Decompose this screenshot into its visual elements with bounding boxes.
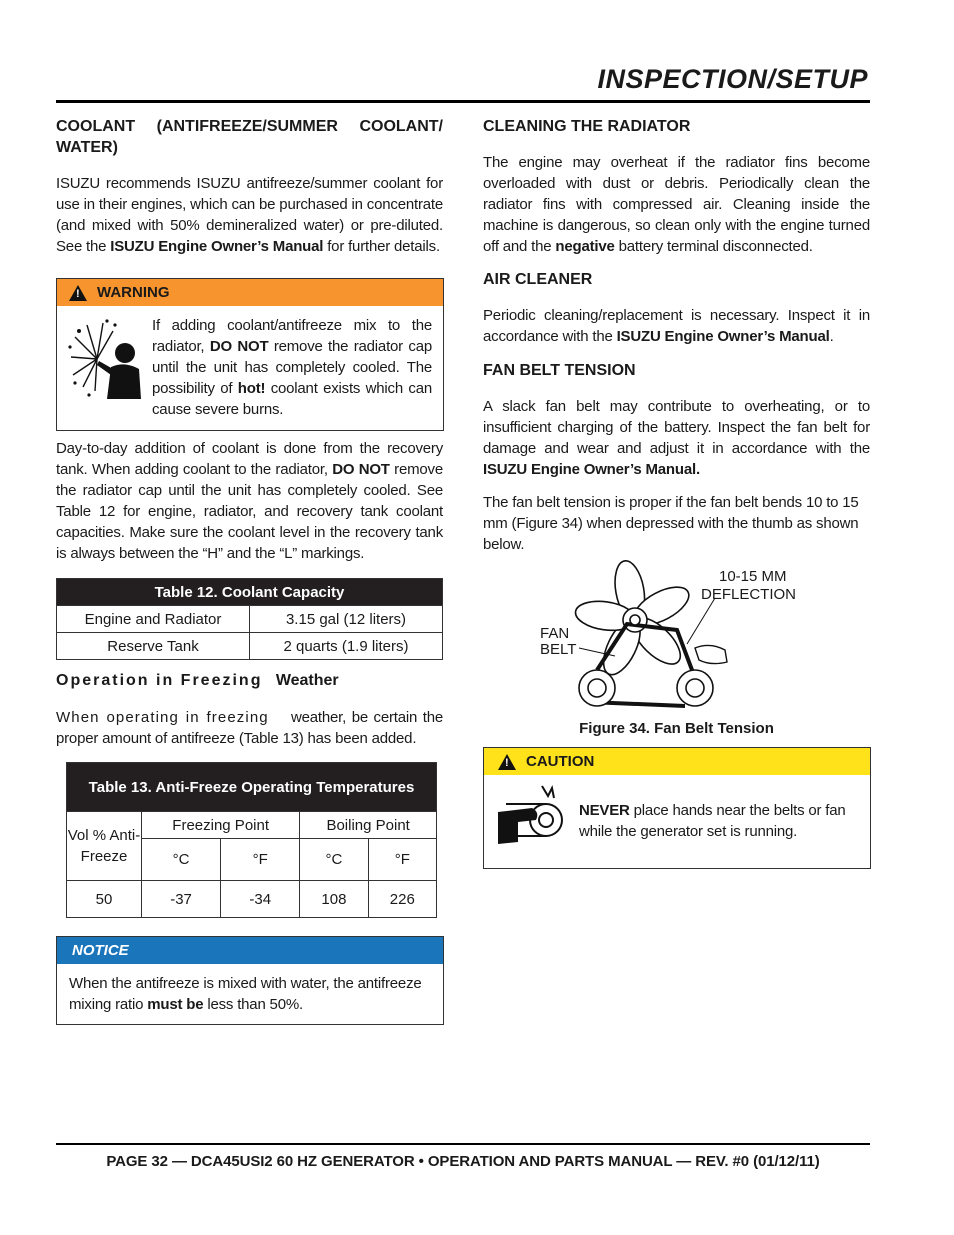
caution-header (484, 748, 870, 775)
deflection-label (719, 568, 787, 586)
text: place hands near the belts or fan while the generator set is running. (579, 802, 846, 840)
table-header-cell: °C (142, 839, 221, 881)
table-cell: 2 quarts (1.9 liters) (250, 633, 443, 660)
fan-belt-tension-paragraph: The fan belt tension is proper if the fan belt bends 10 to 15 mm (Figure 34) when depressed with the thumb as shown below. (483, 494, 859, 553)
text: When operating in freezing (56, 709, 269, 726)
deflection-label-2: DEFLECTION (701, 586, 797, 603)
emphasis: must be (147, 996, 204, 1013)
freezing-heading (56, 670, 443, 691)
text: When the antifreeze is mixed with water, the antifreeze mixing ratio (69, 975, 422, 1013)
table-header-row (67, 812, 437, 839)
table-title: Table 12. Coolant Capacity (57, 579, 443, 606)
hand-belt-hazard-icon (496, 782, 566, 852)
air-cleaner-heading: AIR CLEANER (483, 271, 593, 288)
page-title: INSPECTION/SETUP (597, 64, 868, 94)
table-cell: Engine and Radiator (57, 606, 250, 633)
header-rule (56, 100, 870, 103)
table-cell: 50 (67, 881, 142, 918)
text: BELT (540, 641, 577, 658)
caution-text (579, 800, 864, 842)
coolant-heading: COOLANT (ANTIFREEZE/SUMMER COOLANT/ WATER) (56, 118, 443, 156)
table-row (57, 633, 443, 660)
caution-triangle-icon: ! (498, 754, 516, 770)
coolant-capacity-table (56, 578, 443, 660)
table-row (57, 606, 443, 633)
page-footer: PAGE 32 — DCA45USI2 60 HZ GENERATOR • OPERATION AND PARTS MANUAL — REV. #0 (01/12/11) (106, 1153, 820, 1170)
table-header-cell: Freezing Point (142, 812, 300, 839)
manual-ref: ISUZU Engine Owner’s Manual (110, 238, 324, 255)
caution-box (483, 747, 871, 869)
warning-box (56, 278, 444, 431)
coolant-section (56, 116, 443, 257)
text: A slack fan belt may contribute to overheating, or to insufficient charging of the battery. Inspect the fan belt for damage and wear and adjust it in accordance with the (483, 398, 870, 457)
table-header-cell: °F (368, 839, 436, 881)
footer-rule (56, 1143, 870, 1145)
text: 10-15 MM (719, 568, 787, 585)
text: remove the radiator cap until the unit has completely cooled. See Table 12 for engine, radiator, and recovery tank coolant capacities. Make sure the coolant level in the recovery tank is always between the “H” and the “L” markings. (56, 461, 443, 562)
table-cell: 226 (368, 881, 436, 918)
text: remove the radiator cap until the unit has completely cooled. The possibility of (152, 338, 432, 397)
burn-hazard-icon (67, 317, 143, 399)
emphasis: DO NOT (332, 461, 390, 478)
text: less than 50%. (203, 996, 303, 1013)
radiator-paragraph (483, 152, 870, 257)
emphasis: DO NOT (209, 338, 269, 355)
text: battery terminal disconnected. (614, 238, 813, 255)
text: Operation in Freezing (56, 672, 263, 689)
text: ISUZU recommends ISUZU antifreeze/summer coolant for use in their engines, which can be purchased in concentrate (and mixed with 50% demineralized water) or pre-diluted. See the (56, 175, 443, 255)
emphasis: hot! (237, 380, 266, 397)
warning-text (152, 315, 432, 420)
table-header-cell: Vol % Anti-Freeze (67, 812, 142, 881)
text: Weather (275, 672, 339, 689)
caution-label: CAUTION (526, 753, 595, 770)
table-cell: 108 (300, 881, 368, 918)
table-header-cell: Boiling Point (300, 812, 437, 839)
warning-header (57, 279, 443, 306)
figure-caption: Figure 34. Fan Belt Tension (579, 720, 774, 737)
coolant-paragraph (56, 173, 443, 257)
air-cleaner-paragraph (483, 305, 870, 347)
text: The engine may overheat if the radiator fins become overloaded with dust or debris. Periodically clean the radiator fins with compressed air. Cleaning inside the machine is dangerous, so clean only with the engine turned off and the (483, 154, 870, 255)
fan-belt-label (540, 626, 576, 658)
table-row (67, 881, 437, 918)
emphasis: negative (555, 238, 615, 255)
table-cell: -37 (142, 881, 221, 918)
table-header-cell: °C (300, 839, 368, 881)
warning-triangle-icon: ! (69, 285, 87, 301)
manual-ref: ISUZU Engine Owner’s Manual (616, 328, 830, 345)
warning-label: WARNING (97, 284, 170, 301)
table-title: Table 13. Anti-Freeze Operating Temperatures (67, 763, 437, 812)
manual-ref: ISUZU Engine Owner’s Manual. (483, 461, 700, 478)
notice-header: NOTICE (57, 937, 443, 964)
daily-coolant-paragraph (56, 438, 443, 564)
radiator-section (483, 116, 870, 555)
antifreeze-temperature-table (66, 762, 437, 918)
text: weather, be certain the proper amount of antifreeze (Table 13) has been added. (56, 709, 444, 747)
notice-text (69, 973, 434, 1015)
text: . (829, 328, 834, 345)
freezing-paragraph (56, 707, 443, 749)
table-cell: 3.15 gal (12 liters) (250, 606, 443, 633)
text: FAN (540, 625, 570, 642)
text: for further details. (323, 238, 440, 255)
table-header-cell: °F (221, 839, 300, 881)
radiator-heading: CLEANING THE RADIATOR (483, 118, 691, 135)
table-cell: Reserve Tank (57, 633, 250, 660)
text: Day-to-day addition of coolant is done from the recovery tank. When adding coolant to the radiator, (56, 440, 443, 478)
fan-belt-paragraph (483, 396, 870, 480)
text: Periodic cleaning/replacement is necessary. Inspect it in accordance with the (483, 307, 870, 345)
table-cell: -34 (221, 881, 300, 918)
fan-belt-heading: FAN BELT TENSION (483, 362, 636, 379)
emphasis: NEVER (579, 802, 630, 819)
text: coolant exists which can cause severe burns. (152, 380, 432, 418)
notice-box (56, 936, 444, 1025)
text: If adding coolant/antifreeze mix to the radiator, (152, 317, 432, 355)
